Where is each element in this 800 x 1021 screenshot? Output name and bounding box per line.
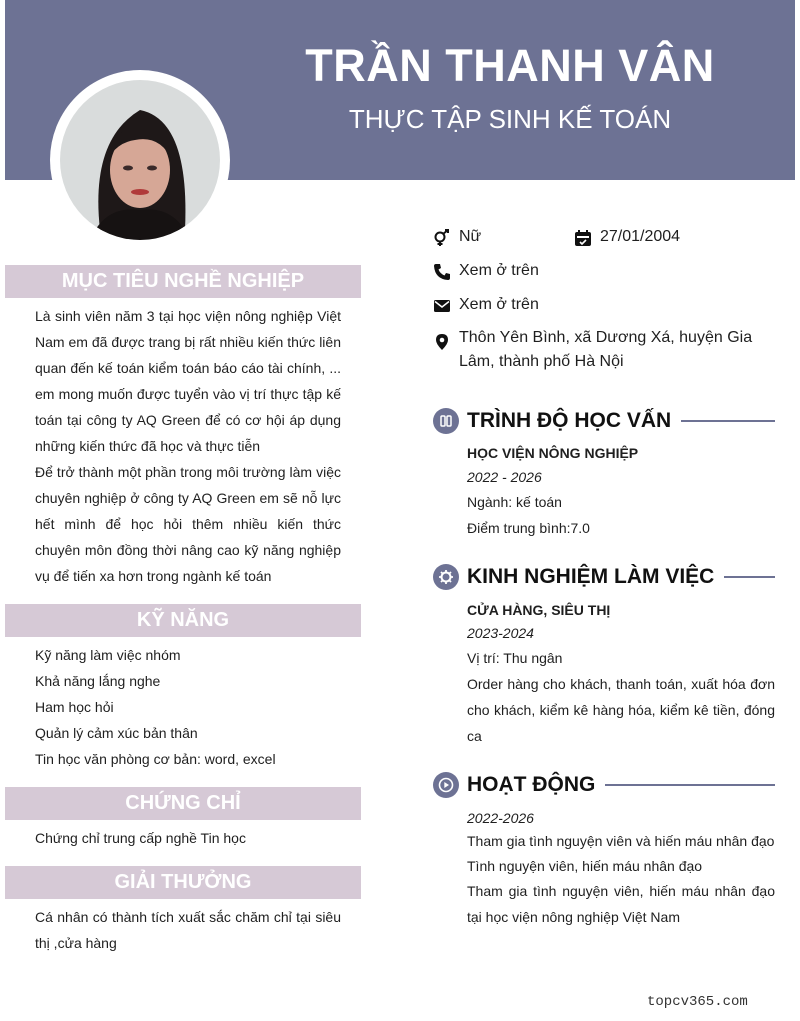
education-school: HỌC VIỆN NÔNG NGHIỆP [467,445,639,461]
objective-paragraph-1: Là sinh viên năm 3 tại học viện nông nghiệp Việt Nam em đã được trang bị rất nhiều kiến thức liên quan đến kế toán kiểm toán báo cáo tài chính, ... em mong muốn được tuyển vào vị trí thực tập kế toán tại công ty AQ Green để có cơ hội áp dụng những kiến thức đã học và thực tiễn [35,308,341,454]
education-icon [433,408,459,434]
experience-position: Vị trí: Thu ngân [467,650,563,666]
gear-icon [433,564,459,590]
objective-paragraph-2: Để trở thành một phần trong môi trường làm việc chuyên nghiệp ở công ty AQ Green em sẽ nỗ lực hết mình để học hỏi thêm nhiều kiến thức chuyên môn đồng thời nâng cao kỹ năng nghiệp vụ để tiến xa hơn trong ngành kế toán [35,464,341,584]
avatar [60,80,220,240]
education-period: 2022 - 2026 [467,469,542,485]
skill-item: Ham học hỏi [35,699,114,715]
section-education-title: TRÌNH ĐỘ HỌC VẤN [467,409,672,432]
skill-item: Quản lý cảm xúc bản thân [35,725,198,741]
skill-item: Kỹ năng làm việc nhóm [35,647,181,663]
divider [681,420,775,422]
email-row [433,296,539,315]
activity-item: Tham gia tình nguyện viên và hiến máu nhân đạo [467,833,775,849]
phone-value: Xem ở trên [459,262,539,279]
mail-icon [433,297,451,315]
divider [605,784,775,786]
certificate-item: Chứng chỉ trung cấp nghề Tin học [35,830,246,846]
activities-period: 2022-2026 [467,810,534,826]
experience-description: Order hàng cho khách, thanh toán, xuất hóa đơn cho khách, kiểm kê hàng hóa, kiểm kê tiền, đóng ca [467,676,775,744]
section-activities-title: HOẠT ĐỘNG [467,773,596,796]
gender-row [433,228,481,247]
divider [724,576,775,578]
location-icon [433,333,451,351]
skill-item: Khả năng lắng nghe [35,673,161,689]
section-skills-title: KỸ NĂNG [5,604,361,637]
section-activities-header [433,771,775,799]
avatar-frame [50,70,230,250]
address-value: Thôn Yên Bình, xã Dương Xá, huyện Gia Lâm, thành phố Hà Nội [459,329,753,370]
award-text: Cá nhân có thành tích xuất sắc chăm chỉ tại siêu thị ,cửa hàng [35,909,341,951]
section-experience-title: KINH NGHIỆM LÀM VIỆC [467,565,715,588]
education-major: Ngành: kế toán [467,494,562,510]
phone-icon [433,263,451,281]
phone-row [433,262,539,281]
activity-item: Tình nguyện viên, hiến máu nhân đạo [467,858,703,874]
play-icon [433,772,459,798]
calendar-icon [574,229,592,247]
address-row [433,330,778,374]
education-gpa: Điểm trung bình:7.0 [467,520,590,536]
experience-period: 2023-2024 [467,625,534,641]
footer-watermark: topcv365.com [647,994,748,1010]
section-awards-title: GIẢI THƯỞNG [5,866,361,899]
gender-icon [433,229,451,247]
section-objective-title: MỤC TIÊU NGHỀ NGHIỆP [5,265,361,298]
birthday-value: 27/01/2004 [600,228,681,245]
candidate-role: THỰC TẬP SINH KẾ TOÁN [348,104,672,134]
birthday-row [574,228,680,247]
experience-company: CỬA HÀNG, SIÊU THỊ [467,602,611,618]
activity-item: Tham gia tình nguyện viên, hiến máu nhân đạo tại học viện nông nghiệp Việt Nam [467,883,775,925]
email-value: Xem ở trên [459,296,539,313]
gender-value: Nữ [459,228,482,245]
section-certificates-title: CHỨNG CHỈ [5,787,361,820]
candidate-name: TRẦN THANH VÂN [305,40,715,91]
section-experience-header [433,563,775,591]
skill-item: Tin học văn phòng cơ bản: word, excel [35,751,276,767]
section-education-header [433,407,775,435]
